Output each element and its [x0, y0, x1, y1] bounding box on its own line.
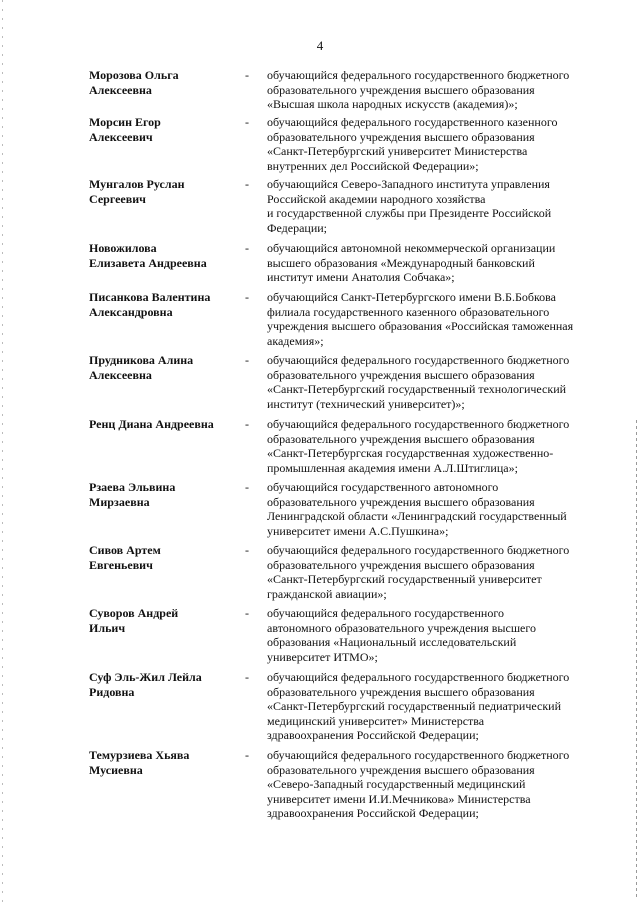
entry-name: Новожилова Елизавета Андреевна: [89, 241, 207, 270]
entry-name: Суф Эль-Жил Лейла Ридовна: [89, 670, 202, 699]
list-item: [89, 543, 614, 606]
entry-description: обучающийся федерального государственного бюджетного образовательного учреждения высшего образования «Северо-Западный государственный медицинский университет имени И.И.Мечникова» Министерства здравоохранения Российской Федерации;: [267, 748, 570, 820]
list-item: [89, 68, 614, 115]
entry-name: Суворов Андрей Ильич: [89, 606, 179, 635]
entry-description: обучающийся федерального государственного бюджетного образовательного учреждения высшего образования «Санкт-Петербургский государственный технологический институт (технический университет)»;: [267, 353, 570, 411]
entry-dash: -: [245, 353, 249, 367]
page-number: 4: [316, 38, 324, 53]
list-item: [89, 353, 614, 417]
entry-description: обучающийся федерального государственного бюджетного образовательного учреждения высшего образования «Санкт-Петербургский государственный университет гражданской авиации»;: [267, 543, 570, 601]
entry-name: Писанкова Валентина Александровна: [89, 290, 211, 319]
entry-dash: -: [245, 606, 249, 620]
entry-name: Прудникова Алина Алексеевна: [89, 353, 194, 382]
entry-name: Морозова Ольга Алексеевна: [89, 68, 179, 97]
scan-edge-right: [636, 420, 637, 900]
list-item: [89, 290, 614, 353]
entry-dash: -: [245, 177, 249, 191]
entry-name: Сивов Артем Евгеньевич: [89, 543, 161, 572]
entry-description: обучающийся автономной некоммерческой организации высшего образования «Международный банковский институт имени Анатолия Собчака»;: [267, 241, 556, 284]
entry-dash: -: [245, 68, 249, 82]
entry-dash: -: [245, 748, 249, 762]
list-item: [89, 115, 614, 177]
list-item: [89, 177, 614, 241]
entry-name: Рзаева Эльвина Мирзаевна: [89, 480, 176, 509]
list-item: [89, 241, 614, 290]
list-item: [89, 606, 614, 670]
entry-description: обучающийся государственного автономного образовательного учреждения высшего образования Ленинградской области «Ленинградский государственный университет имени А.С.Пушкина»;: [267, 480, 567, 538]
entry-description: обучающийся Санкт-Петербургского имени В.Б.Бобкова филиала государственного казенного образовательного учреждения высшего образования «Российская таможенная академия»;: [267, 290, 574, 348]
entry-name: Темурзиева Хьява Мусиевна: [89, 748, 190, 777]
entry-name: Морсин Егор Алексеевич: [89, 115, 161, 144]
entries-list: [89, 68, 614, 826]
entry-name: Ренц Диана Андреевна: [89, 417, 214, 431]
list-item: [89, 480, 614, 543]
entry-dash: -: [245, 417, 249, 431]
entry-description: обучающийся федерального государственного бюджетного образовательного учреждения высшего образования «Санкт-Петербургский государственный педиатрический медицинский университет» Министерства здравоохранения Российской Федерации;: [267, 670, 570, 742]
entry-dash: -: [245, 480, 249, 494]
entry-dash: -: [245, 241, 249, 255]
entry-description: обучающийся федерального государственного бюджетного образовательного учреждения высшего образования «Санкт-Петербургская государственная художественно- промышленная академия имени А.Л.Штиглица»;: [267, 417, 570, 475]
entry-name: Мунгалов Руслан Сергеевич: [89, 177, 185, 206]
entry-description: обучающийся Северо-Западного института управления Российской академии народного хозяйства и государственной службы при Президенте Российской Федерации;: [267, 177, 552, 235]
entry-description: обучающийся федерального государственного бюджетного образовательного учреждения высшего образования «Высшая школа народных искусств (академия)»;: [267, 68, 570, 111]
list-item: [89, 670, 614, 748]
entry-description: обучающийся федерального государственного автономного образовательного учреждения высшего образования «Национальный исследовательский университет ИТМО»;: [267, 606, 537, 664]
list-item: [89, 417, 614, 480]
scan-edge-left: [2, 0, 3, 905]
list-item: [89, 748, 614, 826]
entry-dash: -: [245, 290, 249, 304]
entry-dash: -: [245, 115, 249, 129]
entry-description: обучающийся федерального государственного казенного образовательного учреждения высшего образования «Санкт-Петербургский университет Министерства внутренних дел Российской Федерации»;: [267, 115, 558, 173]
entry-dash: -: [245, 670, 249, 684]
entry-dash: -: [245, 543, 249, 557]
